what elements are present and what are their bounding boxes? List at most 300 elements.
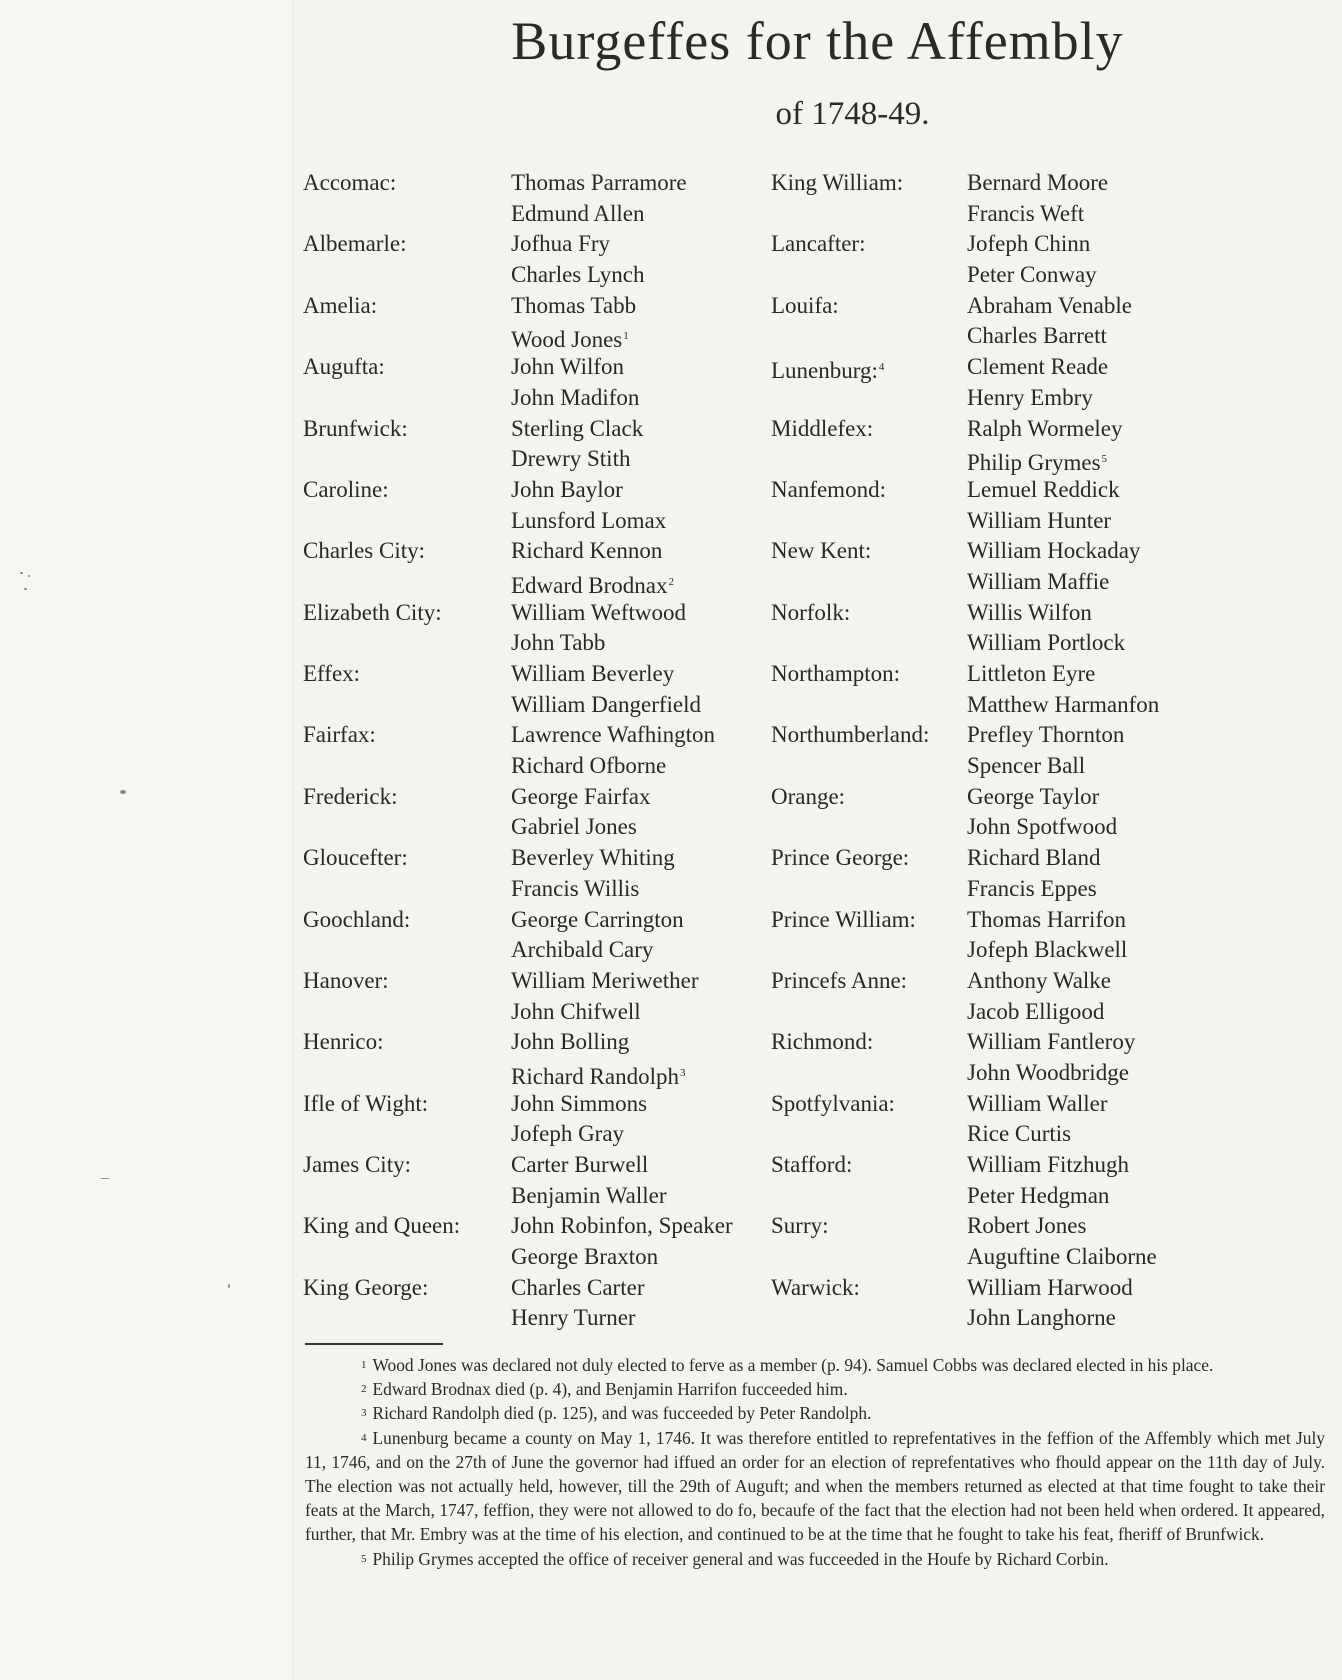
county-label: Frederick: bbox=[303, 783, 398, 809]
member-name bbox=[511, 720, 715, 751]
county-name bbox=[303, 1273, 428, 1304]
member-label: Jofeph Blackwell bbox=[967, 937, 1128, 963]
county-label: Gloucefter: bbox=[303, 845, 408, 871]
member-label: Lemuel Reddick bbox=[967, 476, 1120, 502]
member-label: Jacob Elligood bbox=[967, 998, 1105, 1024]
county-name bbox=[303, 536, 425, 567]
member-label: Peter Conway bbox=[967, 262, 1097, 288]
member-name bbox=[967, 751, 1085, 782]
county-label: Stafford: bbox=[771, 1152, 853, 1177]
county-name bbox=[303, 905, 410, 936]
county-label: Brunfwick: bbox=[303, 415, 408, 441]
footnote-marker: 4 bbox=[878, 361, 885, 374]
member-name bbox=[511, 475, 623, 506]
burgess-row bbox=[771, 782, 1331, 813]
member-label: George Fairfax bbox=[511, 783, 651, 809]
county-label: Charles City: bbox=[303, 538, 426, 564]
county-name bbox=[771, 1027, 873, 1058]
member-label: Peter Hedgman bbox=[967, 1182, 1110, 1208]
burgess-row bbox=[303, 414, 771, 445]
burgess-row bbox=[771, 291, 1331, 322]
county-label: Caroline: bbox=[303, 476, 389, 502]
member-label: Littleton Eyre bbox=[967, 661, 1096, 686]
county-name bbox=[303, 966, 389, 997]
footnote-number: 2 bbox=[361, 1383, 367, 1396]
member-name bbox=[967, 1211, 1086, 1242]
burgess-row bbox=[303, 720, 771, 751]
footnote-number: 4 bbox=[361, 1431, 367, 1444]
member-label: John Madifon bbox=[511, 384, 640, 410]
footnote-marker: 2 bbox=[668, 575, 674, 588]
county-name bbox=[771, 905, 916, 936]
county-name bbox=[771, 720, 929, 751]
burgess-row bbox=[303, 506, 771, 537]
member-name bbox=[511, 567, 674, 602]
burgess-row bbox=[303, 1058, 771, 1089]
scan-left-margin bbox=[0, 0, 293, 1680]
county-label: Middlefex: bbox=[771, 415, 874, 441]
member-name bbox=[967, 229, 1090, 260]
member-label: Philip Grymes bbox=[967, 450, 1101, 476]
member-name bbox=[967, 1089, 1108, 1120]
member-name bbox=[967, 997, 1104, 1028]
burgess-row bbox=[771, 720, 1331, 751]
member-label: Gabriel Jones bbox=[511, 814, 637, 840]
burgess-row bbox=[303, 168, 771, 199]
member-name bbox=[967, 905, 1126, 936]
burgess-row bbox=[303, 567, 771, 598]
burgess-row bbox=[771, 1211, 1331, 1242]
burgess-row bbox=[771, 229, 1331, 260]
member-label: William Dangerfield bbox=[511, 691, 702, 717]
footnote bbox=[305, 1547, 1325, 1571]
county-name bbox=[771, 414, 873, 445]
burgess-row bbox=[771, 628, 1331, 659]
burgess-row bbox=[303, 628, 771, 659]
footnote-divider bbox=[305, 1343, 443, 1345]
county-name bbox=[771, 598, 850, 629]
dust-speck bbox=[20, 572, 23, 574]
member-label: William Hunter bbox=[967, 507, 1112, 533]
footnote-marker: 1 bbox=[623, 330, 629, 343]
burgess-row bbox=[771, 966, 1331, 997]
burgess-row bbox=[303, 1089, 771, 1120]
member-label: William Fantleroy bbox=[967, 1029, 1136, 1055]
county-name bbox=[771, 1089, 895, 1120]
member-name bbox=[511, 782, 650, 813]
member-name bbox=[511, 905, 684, 936]
member-name bbox=[967, 598, 1092, 629]
member-name bbox=[967, 812, 1117, 843]
member-label: John Simmons bbox=[511, 1090, 648, 1116]
member-label: William Beverley bbox=[511, 661, 675, 686]
member-name bbox=[511, 199, 645, 230]
dust-speck bbox=[24, 588, 27, 590]
member-label: Robert Jones bbox=[967, 1213, 1087, 1239]
county-name bbox=[303, 720, 376, 751]
burgess-row bbox=[771, 1027, 1331, 1058]
burgess-row bbox=[771, 659, 1331, 690]
burgess-row bbox=[771, 843, 1331, 874]
burgess-row bbox=[771, 567, 1331, 598]
member-label: Lawrence Wafhington bbox=[511, 722, 716, 748]
member-label: John Spotfwood bbox=[967, 814, 1118, 840]
county-label: Orange: bbox=[771, 783, 846, 809]
member-label: Archibald Cary bbox=[511, 937, 654, 963]
member-label: Charles Lynch bbox=[511, 262, 645, 288]
county-name bbox=[303, 291, 377, 322]
member-label: Francis Weft bbox=[967, 200, 1085, 226]
county-label: Accomac: bbox=[303, 170, 397, 195]
burgess-row bbox=[303, 291, 771, 322]
footnotes bbox=[305, 1353, 1325, 1571]
county-name bbox=[303, 1089, 428, 1120]
member-label: Richard Ofborne bbox=[511, 753, 667, 779]
member-label: Francis Willis bbox=[511, 875, 640, 901]
member-name bbox=[511, 536, 662, 567]
county-label: Northampton: bbox=[771, 661, 901, 686]
footnote-marker: 5 bbox=[1101, 453, 1108, 466]
member-label: John Baylor bbox=[511, 476, 623, 502]
burgess-row bbox=[303, 536, 771, 567]
member-label: William Weftwood bbox=[511, 599, 687, 625]
burgess-row bbox=[303, 1150, 771, 1181]
member-name bbox=[967, 352, 1108, 383]
member-name bbox=[967, 475, 1120, 506]
member-label: Thomas Harrifon bbox=[967, 906, 1127, 932]
member-name bbox=[511, 1211, 733, 1242]
member-label: Lunsford Lomax bbox=[511, 507, 667, 533]
member-label: Edmund Allen bbox=[511, 200, 645, 226]
county-name bbox=[303, 1027, 383, 1058]
member-name bbox=[511, 444, 630, 475]
member-label: Thomas Tabb bbox=[511, 292, 637, 318]
member-name bbox=[511, 352, 624, 383]
member-label: Beverley Whiting bbox=[511, 845, 675, 871]
burgess-row bbox=[303, 1273, 771, 1304]
burgess-row bbox=[771, 414, 1331, 445]
member-label: Francis Eppes bbox=[967, 875, 1097, 901]
member-name bbox=[511, 997, 641, 1028]
burgess-row bbox=[771, 812, 1331, 843]
burgess-row bbox=[303, 843, 771, 874]
county-label: Richmond: bbox=[771, 1029, 874, 1055]
burgess-row bbox=[771, 935, 1331, 966]
burgess-row bbox=[771, 690, 1331, 721]
burgess-row bbox=[771, 383, 1331, 414]
member-name bbox=[967, 1027, 1135, 1058]
county-label: Ifle of Wight: bbox=[303, 1090, 429, 1116]
footnote bbox=[305, 1426, 1325, 1547]
page-title: Burgeffes for the Affembly bbox=[511, 11, 1124, 71]
burgess-row bbox=[771, 1273, 1331, 1304]
member-name bbox=[967, 383, 1093, 414]
member-name bbox=[511, 1150, 648, 1181]
county-name bbox=[771, 782, 845, 813]
member-name bbox=[511, 935, 653, 966]
county-label: Nanfemond: bbox=[771, 476, 886, 502]
burgess-row bbox=[771, 1119, 1331, 1150]
burgess-row bbox=[771, 475, 1331, 506]
member-name bbox=[511, 628, 605, 659]
member-name bbox=[967, 690, 1159, 721]
footnote-marker: 3 bbox=[680, 1066, 686, 1079]
member-label: Edward Brodnax bbox=[511, 572, 668, 598]
burgess-row bbox=[303, 352, 771, 383]
member-name bbox=[967, 1242, 1157, 1273]
member-name bbox=[967, 720, 1124, 751]
county-name bbox=[303, 229, 406, 260]
member-label: William Waller bbox=[967, 1090, 1108, 1116]
member-name bbox=[967, 628, 1125, 659]
county-label: Fairfax: bbox=[303, 722, 376, 748]
burgess-row bbox=[303, 1027, 771, 1058]
footnote bbox=[305, 1401, 1325, 1425]
burgess-row bbox=[771, 1089, 1331, 1120]
page-subtitle: of 1748-49. bbox=[775, 96, 930, 132]
member-label: George Carrington bbox=[511, 906, 684, 932]
burgess-row bbox=[303, 260, 771, 291]
burgess-row bbox=[303, 199, 771, 230]
member-label: Anthony Walke bbox=[967, 967, 1112, 993]
member-label: George Taylor bbox=[967, 783, 1100, 809]
member-name bbox=[967, 536, 1140, 567]
member-name bbox=[967, 506, 1111, 537]
county-name bbox=[771, 229, 865, 260]
burgess-row bbox=[771, 1181, 1331, 1212]
county-label: King George: bbox=[303, 1274, 429, 1300]
member-name bbox=[511, 1273, 644, 1304]
member-label: Carter Burwell bbox=[511, 1152, 649, 1177]
member-name bbox=[967, 966, 1111, 997]
county-label: Prince George: bbox=[771, 845, 910, 871]
burgess-row bbox=[771, 874, 1331, 905]
member-name bbox=[511, 812, 637, 843]
county-label: Prince William: bbox=[771, 906, 916, 932]
member-label: Sterling Clack bbox=[511, 415, 644, 441]
county-label: Norfolk: bbox=[771, 599, 851, 625]
member-name bbox=[511, 1181, 667, 1212]
county-label: Amelia: bbox=[303, 292, 378, 318]
member-label: Ralph Wormeley bbox=[967, 415, 1123, 441]
member-label: Henry Turner bbox=[511, 1305, 636, 1331]
member-label: John Woodbridge bbox=[967, 1059, 1129, 1085]
burgess-row bbox=[771, 506, 1331, 537]
county-name bbox=[303, 598, 442, 629]
county-label: Lunenburg: bbox=[771, 358, 878, 384]
burgess-row bbox=[303, 229, 771, 260]
burgess-row bbox=[771, 260, 1331, 291]
county-name bbox=[303, 843, 408, 874]
county-name bbox=[303, 782, 398, 813]
county-label: Effex: bbox=[303, 661, 361, 686]
county-name bbox=[771, 843, 909, 874]
footnote-text: Edward Brodnax died (p. 4), and Benjamin Harrifon fucceeded him. bbox=[372, 1379, 848, 1400]
member-name bbox=[511, 291, 636, 322]
member-name bbox=[511, 1119, 624, 1150]
county-name bbox=[771, 1150, 852, 1181]
member-label: Matthew Harmanfon bbox=[967, 691, 1160, 717]
dust-speck bbox=[228, 1284, 230, 1288]
dust-speck bbox=[28, 575, 30, 577]
member-label: Charles Barrett bbox=[967, 323, 1107, 349]
member-label: Drewry Stith bbox=[511, 446, 631, 472]
member-label: Jofhua Fry bbox=[511, 231, 611, 257]
burgess-row bbox=[771, 905, 1331, 936]
burgess-row bbox=[303, 1211, 771, 1242]
burgess-row bbox=[771, 598, 1331, 629]
member-label: George Braxton bbox=[511, 1244, 659, 1270]
county-name bbox=[771, 1211, 829, 1242]
member-name bbox=[511, 966, 698, 997]
county-label: Princefs Anne: bbox=[771, 967, 908, 993]
burgess-row bbox=[303, 1181, 771, 1212]
county-label: Surry: bbox=[771, 1213, 829, 1239]
county-label: Elizabeth City: bbox=[303, 599, 442, 625]
county-name bbox=[771, 168, 903, 199]
burgess-row bbox=[303, 935, 771, 966]
member-name bbox=[511, 1242, 658, 1273]
county-name bbox=[303, 1150, 411, 1181]
member-name bbox=[967, 1303, 1116, 1334]
member-label: Clement Reade bbox=[967, 354, 1109, 380]
burgess-row bbox=[303, 782, 771, 813]
member-label: Benjamin Waller bbox=[511, 1182, 667, 1208]
member-label: Bernard Moore bbox=[967, 170, 1109, 195]
member-name bbox=[511, 1058, 686, 1093]
burgess-row bbox=[771, 444, 1331, 475]
footnote-text: Philip Grymes accepted the office of receiver general and was fucceeded in the Houfe by Richard Corbin. bbox=[372, 1548, 1109, 1569]
member-name bbox=[511, 229, 610, 260]
county-name bbox=[771, 352, 884, 387]
burgess-row bbox=[771, 1058, 1331, 1089]
member-name bbox=[967, 1150, 1129, 1181]
burgess-row bbox=[303, 598, 771, 629]
burgess-row bbox=[771, 1242, 1331, 1273]
burgess-row bbox=[303, 1303, 771, 1334]
county-label: Warwick: bbox=[771, 1274, 860, 1300]
member-name bbox=[511, 874, 639, 905]
member-label: Prefley Thornton bbox=[967, 722, 1125, 748]
county-label: King William: bbox=[771, 170, 904, 195]
burgess-row bbox=[303, 383, 771, 414]
member-name bbox=[967, 321, 1107, 352]
footnote-number: 1 bbox=[361, 1359, 367, 1371]
county-name bbox=[771, 291, 839, 322]
member-name bbox=[511, 1089, 647, 1120]
member-name bbox=[967, 874, 1097, 905]
county-label: King and Queen: bbox=[303, 1213, 461, 1239]
county-label: Louifa: bbox=[771, 292, 839, 318]
member-name bbox=[511, 1303, 636, 1334]
burgess-row bbox=[303, 997, 771, 1028]
member-name bbox=[511, 168, 687, 199]
member-name bbox=[967, 1181, 1109, 1212]
county-name bbox=[303, 168, 396, 199]
member-name bbox=[511, 506, 666, 537]
member-name bbox=[967, 782, 1099, 813]
member-label: John Chifwell bbox=[511, 998, 641, 1024]
county-name bbox=[303, 475, 389, 506]
member-label: Jofeph Gray bbox=[511, 1121, 625, 1147]
member-name bbox=[967, 935, 1127, 966]
burgess-row bbox=[303, 321, 771, 352]
county-name bbox=[771, 475, 886, 506]
county-name bbox=[771, 1273, 860, 1304]
member-label: Abraham Venable bbox=[967, 292, 1132, 318]
county-label: Hanover: bbox=[303, 967, 389, 993]
dust-speck bbox=[120, 790, 126, 794]
member-label: Charles Carter bbox=[511, 1274, 645, 1300]
member-label: William Portlock bbox=[967, 630, 1126, 656]
member-label: William Harwood bbox=[967, 1274, 1133, 1300]
burgess-row bbox=[771, 168, 1331, 199]
county-label: New Kent: bbox=[771, 538, 872, 564]
burgess-row bbox=[771, 751, 1331, 782]
county-label: Northumberland: bbox=[771, 722, 930, 748]
member-label: Willis Wilfon bbox=[967, 599, 1092, 625]
member-name bbox=[967, 1058, 1129, 1089]
member-name bbox=[511, 321, 629, 356]
county-label: Lancafter: bbox=[771, 231, 866, 257]
county-label: Goochland: bbox=[303, 906, 411, 932]
member-label: William Meriwether bbox=[511, 967, 699, 993]
footnote-number: 5 bbox=[361, 1552, 367, 1565]
member-name bbox=[967, 567, 1109, 598]
burgess-row bbox=[303, 905, 771, 936]
member-name bbox=[967, 168, 1108, 199]
burgess-row bbox=[303, 1242, 771, 1273]
county-name bbox=[771, 966, 907, 997]
member-name bbox=[967, 414, 1123, 445]
member-name bbox=[967, 199, 1084, 230]
member-name bbox=[511, 659, 674, 690]
member-label: William Hockaday bbox=[967, 538, 1141, 564]
county-label: Spotfylvania: bbox=[771, 1090, 895, 1116]
burgess-row bbox=[303, 751, 771, 782]
footnote bbox=[305, 1353, 1325, 1377]
member-label: John Bolling bbox=[511, 1029, 630, 1055]
burgess-row bbox=[303, 690, 771, 721]
burgess-row bbox=[771, 536, 1331, 567]
member-label: John Langhorne bbox=[967, 1305, 1116, 1331]
burgess-row bbox=[303, 812, 771, 843]
burgess-row bbox=[771, 997, 1331, 1028]
member-label: William Fitzhugh bbox=[967, 1152, 1129, 1177]
member-name bbox=[511, 1027, 629, 1058]
member-name bbox=[511, 414, 643, 445]
member-name bbox=[967, 444, 1107, 479]
burgess-column-right bbox=[771, 168, 1331, 1334]
member-name bbox=[967, 659, 1095, 690]
member-label: Richard Bland bbox=[967, 845, 1101, 871]
member-label: Richard Kennon bbox=[511, 538, 663, 564]
member-label: Henry Embry bbox=[967, 384, 1093, 410]
county-name bbox=[303, 1211, 460, 1242]
member-name bbox=[511, 598, 686, 629]
county-label: Albemarle: bbox=[303, 231, 407, 257]
burgess-row bbox=[303, 1119, 771, 1150]
dust-speck bbox=[100, 1178, 110, 1179]
member-name bbox=[967, 843, 1101, 874]
burgess-row bbox=[771, 1303, 1331, 1334]
footnote-text: Lunenburg became a county on May 1, 1746. It was therefore entitled to reprefentatives in the feffion of the Affembly which met July 11, 1746, and on the 27th of June the governor had iffued an order for an election of reprefentatives who fhould appear on the 11th day of July. The election was not actually held, however, till the 29th of Auguft; and when the members returned as elected at that time fought to take their feats at the March, 1747, feffion, they were not allowed to do fo, becaufe of the fact that the election had not been held when ordered. It appeared, further, that Mr. Embry was at the time of his election, and continued to be at the time that he fought to take his feat, fheriff of Brunfwick. bbox=[305, 1427, 1325, 1545]
county-name bbox=[303, 352, 385, 383]
member-label: John Wilfon bbox=[511, 354, 625, 380]
member-name bbox=[511, 260, 645, 291]
member-label: John Tabb bbox=[511, 630, 606, 656]
member-label: Richard Randolph bbox=[511, 1063, 679, 1089]
